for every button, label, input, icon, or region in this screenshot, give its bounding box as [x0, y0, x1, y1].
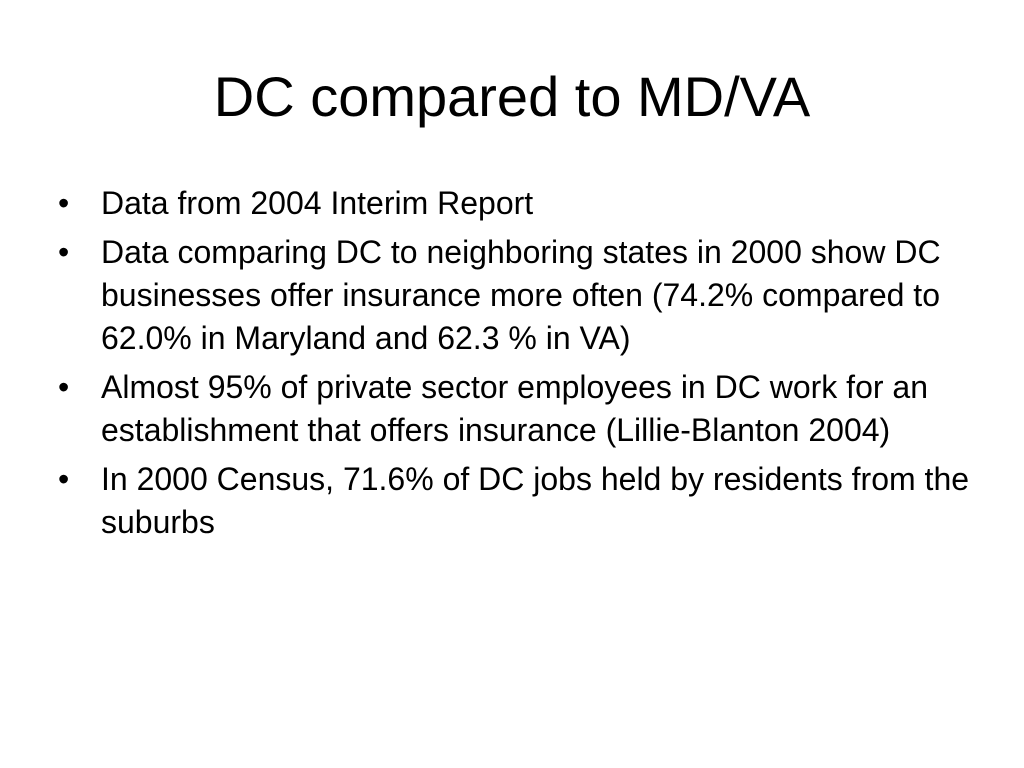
- slide-title: DC compared to MD/VA: [213, 65, 811, 128]
- bullet-list: [58, 182, 978, 550]
- bullet-item: [58, 231, 978, 360]
- bullet-marker: •: [58, 185, 70, 221]
- bullet-item: [58, 366, 978, 452]
- bullet-text: Almost 95% of private sector employees in DC work for an establishment that offers insurance (Lillie-Blanton 2004): [101, 369, 928, 448]
- bullet-text: Data comparing DC to neighboring states in 2000 show DC businesses offer insurance more often (74.2% compared to 62.0% in Maryland and 62.3 % in VA): [101, 234, 941, 356]
- bullet-item: [58, 458, 978, 544]
- bullet-marker: •: [58, 461, 70, 497]
- bullet-text: In 2000 Census, 71.6% of DC jobs held by residents from the suburbs: [101, 461, 970, 540]
- bullet-marker: •: [58, 369, 70, 405]
- bullet-marker: •: [58, 234, 70, 270]
- bullet-item: [58, 182, 978, 225]
- bullet-text: Data from 2004 Interim Report: [101, 185, 534, 221]
